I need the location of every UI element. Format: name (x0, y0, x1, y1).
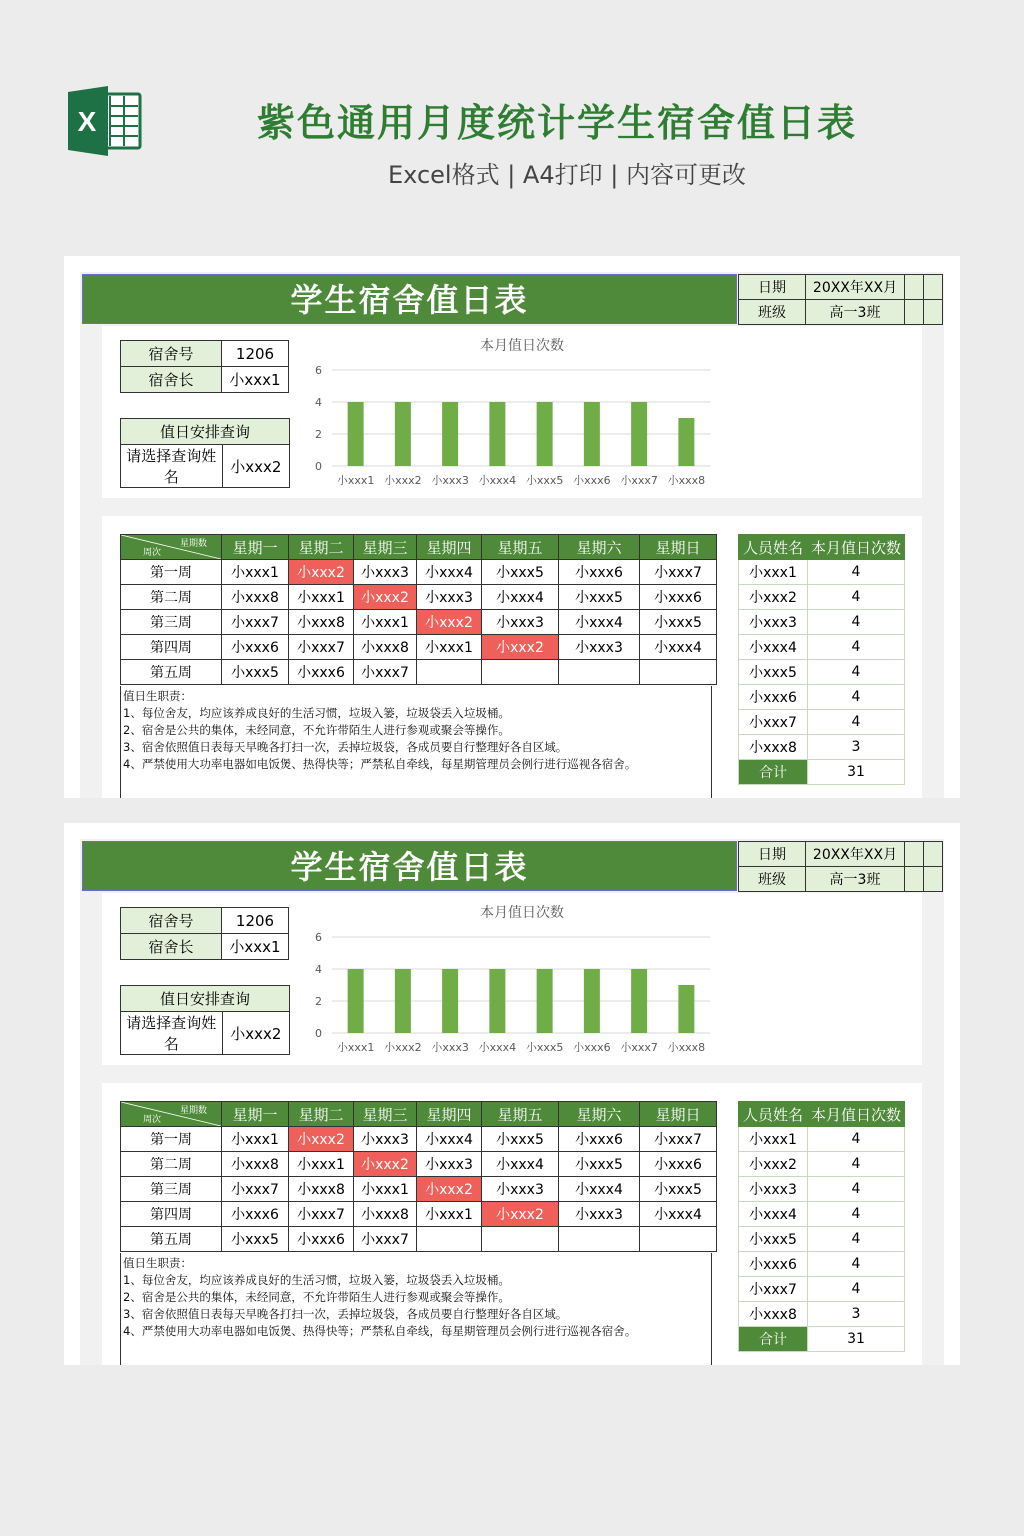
schedule-cell[interactable]: 小xxx6 (640, 585, 717, 610)
duty-count: 4 (808, 635, 905, 660)
duty-count: 3 (808, 1302, 905, 1327)
count-header-count: 本月值日次数 (808, 1102, 905, 1127)
week-row (121, 635, 717, 660)
week-label: 第四周 (121, 635, 222, 660)
schedule-cell[interactable]: 小xxx5 (559, 585, 640, 610)
sheet-title: 学生宿舍值日表 (82, 274, 737, 324)
bar (678, 418, 694, 466)
week-label: 第一周 (121, 560, 222, 585)
query-title: 值日安排查询 (121, 419, 290, 445)
day-header: 星期三 (354, 535, 417, 560)
y-tick-label: 6 (315, 931, 322, 944)
schedule-cell[interactable]: 小xxx5 (559, 1152, 640, 1177)
week-row (121, 1227, 717, 1252)
schedule-cell[interactable]: 小xxx7 (640, 560, 717, 585)
empty-cell[interactable] (905, 842, 924, 867)
day-header: 星期四 (417, 535, 482, 560)
count-header-name: 人员姓名 (739, 1102, 808, 1127)
info-table (738, 274, 943, 325)
bar (442, 969, 458, 1033)
schedule-cell[interactable]: 小xxx6 (289, 660, 354, 685)
schedule-cell[interactable]: 小xxx8 (289, 1177, 354, 1202)
schedule-cell[interactable]: 小xxx5 (482, 560, 559, 585)
duty-rules (120, 686, 712, 798)
schedule-cell[interactable]: 小xxx4 (417, 560, 482, 585)
y-tick-label: 2 (315, 995, 322, 1008)
total-label: 合计 (739, 1327, 808, 1352)
x-tick-label: 小xxx2 (384, 474, 422, 487)
schedule-cell[interactable]: 小xxx3 (354, 1127, 417, 1152)
date-label: 日期 (739, 842, 806, 867)
duty-count: 4 (808, 585, 905, 610)
duty-count: 4 (808, 1177, 905, 1202)
bar (537, 969, 553, 1033)
person-name: 小xxx6 (739, 1252, 808, 1277)
schedule-cell[interactable]: 小xxx8 (222, 1152, 289, 1177)
duty-rule-item: 1、每位舍友，均应该养成良好的生活习惯，垃圾入篓，垃圾袋丢入垃圾桶。 (123, 1273, 510, 1287)
sheet-card (64, 256, 960, 798)
person-name: 小xxx5 (739, 1227, 808, 1252)
schedule-cell[interactable]: 小xxx4 (559, 610, 640, 635)
sheet-area (80, 839, 944, 1365)
schedule-cell[interactable]: 小xxx8 (354, 1202, 417, 1227)
schedule-cell[interactable]: 小xxx6 (559, 1127, 640, 1152)
day-header: 星期一 (222, 535, 289, 560)
empty-cell[interactable] (905, 867, 924, 892)
schedule-cell[interactable]: 小xxx7 (354, 660, 417, 685)
x-tick-label: 小xxx4 (478, 1041, 517, 1054)
week-label: 第三周 (121, 610, 222, 635)
schedule-cell[interactable]: 小xxx3 (559, 635, 640, 660)
date-value[interactable]: 20XX年XX月 (806, 275, 905, 300)
day-header: 星期三 (354, 1102, 417, 1127)
bar (395, 402, 411, 466)
x-tick-label: 小xxx1 (336, 1041, 375, 1054)
schedule-cell[interactable]: 小xxx1 (354, 1177, 417, 1202)
duty-rule-item: 4、严禁使用大功率电器如电饭煲、热得快等；严禁私自牵线，每星期管理员会例行进行巡视各宿舍。 (123, 1324, 637, 1338)
query-label: 请选择查询姓名 (121, 1012, 223, 1055)
person-name: 小xxx4 (739, 1202, 808, 1227)
schedule-cell[interactable]: 小xxx7 (222, 610, 289, 635)
x-tick-label: 小xxx8 (667, 474, 706, 487)
schedule-cell[interactable]: 小xxx3 (354, 560, 417, 585)
schedule-cell[interactable]: 小xxx7 (354, 1227, 417, 1252)
x-tick-label: 小xxx6 (573, 474, 611, 487)
query-label: 请选择查询姓名 (121, 445, 223, 488)
total-value: 31 (808, 760, 905, 785)
leader-value[interactable]: 小xxx1 (222, 934, 289, 960)
duty-count: 4 (808, 1252, 905, 1277)
duty-count-chart (302, 893, 742, 1065)
schedule-cell[interactable]: 小xxx2 (289, 560, 354, 585)
schedule-cell[interactable] (559, 1227, 640, 1252)
count-row (739, 1277, 905, 1302)
bar (631, 402, 647, 466)
total-label: 合计 (739, 760, 808, 785)
query-select[interactable]: 小xxx2 (222, 445, 289, 488)
count-row (739, 1227, 905, 1252)
schedule-cell[interactable]: 小xxx8 (289, 610, 354, 635)
query-table (120, 418, 290, 488)
schedule-cell[interactable]: 小xxx1 (222, 1127, 289, 1152)
x-tick-label: 小xxx3 (431, 474, 469, 487)
person-name: 小xxx7 (739, 1277, 808, 1302)
schedule-cell[interactable]: 小xxx4 (640, 1202, 717, 1227)
empty-cell[interactable] (924, 867, 943, 892)
schedule-cell[interactable] (417, 1227, 482, 1252)
bar (631, 969, 647, 1033)
schedule-cell[interactable]: 小xxx3 (417, 1152, 482, 1177)
schedule-cell[interactable]: 小xxx7 (222, 1177, 289, 1202)
leader-value[interactable]: 小xxx1 (222, 367, 289, 393)
total-value: 31 (808, 1327, 905, 1352)
bar (489, 969, 505, 1033)
bar (537, 402, 553, 466)
y-tick-label: 0 (315, 460, 322, 473)
x-tick-label: 小xxx3 (431, 1041, 469, 1054)
person-name: 小xxx1 (739, 560, 808, 585)
person-name: 小xxx4 (739, 635, 808, 660)
week-label: 第三周 (121, 1177, 222, 1202)
query-table (120, 985, 290, 1055)
week-row (121, 1177, 717, 1202)
dorm-label: 宿舍号 (121, 908, 222, 934)
leader-label: 宿舍长 (121, 367, 222, 393)
day-header: 星期六 (559, 535, 640, 560)
x-tick-label: 小xxx1 (336, 474, 375, 487)
count-row (739, 710, 905, 735)
count-row (739, 610, 905, 635)
count-row (739, 735, 905, 760)
person-name: 小xxx2 (739, 1152, 808, 1177)
x-tick-label: 小xxx7 (620, 474, 658, 487)
person-name: 小xxx5 (739, 660, 808, 685)
schedule-cell[interactable]: 小xxx6 (222, 1202, 289, 1227)
duty-rules-title: 值日生职责： (123, 689, 192, 703)
day-header: 星期日 (640, 535, 717, 560)
duty-rule-item: 2、宿舍是公共的集体，未经同意，不允许带陌生人进行参观或聚会等操作。 (123, 1290, 510, 1304)
class-value[interactable]: 高一3班 (806, 867, 905, 892)
count-row (739, 585, 905, 610)
duty-count: 4 (808, 660, 905, 685)
empty-cell[interactable] (924, 842, 943, 867)
x-tick-label: 小xxx2 (384, 1041, 422, 1054)
duty-count: 4 (808, 1127, 905, 1152)
summary-panel (102, 326, 922, 498)
duty-count: 3 (808, 735, 905, 760)
schedule-cell[interactable]: 小xxx1 (354, 610, 417, 635)
duty-rule-item: 2、宿舍是公共的集体，未经同意，不允许带陌生人进行参观或聚会等操作。 (123, 723, 510, 737)
schedule-cell[interactable]: 小xxx5 (640, 1177, 717, 1202)
info-table (738, 841, 943, 892)
empty-cell[interactable] (924, 300, 943, 325)
count-row (739, 1127, 905, 1152)
day-header: 星期日 (640, 1102, 717, 1127)
duty-rule-item: 3、宿舍依照值日表每天早晚各打扫一次，丢掉垃圾袋，各成员要自行整理好各自区域。 (123, 1307, 568, 1321)
duty-count-chart (302, 326, 742, 498)
duty-count: 4 (808, 1277, 905, 1302)
x-tick-label: 小xxx8 (667, 1041, 706, 1054)
leader-label: 宿舍长 (121, 934, 222, 960)
schedule-cell[interactable] (559, 660, 640, 685)
week-label: 第五周 (121, 1227, 222, 1252)
schedule-cell[interactable] (640, 1227, 717, 1252)
summary-panel (102, 893, 922, 1065)
schedule-cell[interactable] (640, 660, 717, 685)
week-row (121, 585, 717, 610)
y-tick-label: 6 (315, 364, 322, 377)
count-row (739, 560, 905, 585)
schedule-table (120, 534, 717, 685)
schedule-cell[interactable]: 小xxx6 (222, 635, 289, 660)
count-header-name: 人员姓名 (739, 535, 808, 560)
schedule-cell[interactable]: 小xxx7 (289, 635, 354, 660)
bar (489, 402, 505, 466)
schedule-cell[interactable]: 小xxx5 (222, 660, 289, 685)
person-name: 小xxx7 (739, 710, 808, 735)
count-header-count: 本月值日次数 (808, 535, 905, 560)
schedule-cell[interactable]: 小xxx1 (222, 560, 289, 585)
schedule-panel (102, 516, 922, 798)
class-label: 班级 (739, 300, 806, 325)
week-row (121, 660, 717, 685)
duty-rule-item: 3、宿舍依照值日表每天早晚各打扫一次，丢掉垃圾袋，各成员要自行整理好各自区域。 (123, 740, 568, 754)
diag-top-label: 星期数 (179, 1106, 207, 1116)
week-row (121, 1202, 717, 1227)
person-name: 小xxx8 (739, 1302, 808, 1327)
duty-rules-title: 值日生职责： (123, 1256, 192, 1270)
bar (584, 402, 600, 466)
class-value[interactable]: 高一3班 (806, 300, 905, 325)
page-subtitle: Excel格式 | A4打印 | 内容可更改 (388, 161, 746, 189)
count-row (739, 635, 905, 660)
count-row (739, 1302, 905, 1327)
count-row (739, 660, 905, 685)
x-tick-label: 小xxx5 (525, 474, 564, 487)
schedule-cell[interactable]: 小xxx8 (222, 585, 289, 610)
duty-count: 4 (808, 610, 905, 635)
x-tick-label: 小xxx7 (620, 1041, 658, 1054)
week-label: 第四周 (121, 1202, 222, 1227)
schedule-cell[interactable]: 小xxx7 (289, 1202, 354, 1227)
sheet-title: 学生宿舍值日表 (82, 841, 737, 891)
schedule-cell[interactable]: 小xxx8 (354, 635, 417, 660)
svg-text:X: X (77, 106, 97, 137)
count-table (738, 534, 905, 785)
bar (584, 969, 600, 1033)
schedule-cell[interactable]: 小xxx4 (417, 1127, 482, 1152)
schedule-cell[interactable]: 小xxx2 (417, 1177, 482, 1202)
day-header: 星期二 (289, 535, 354, 560)
sheet-area (80, 272, 944, 798)
schedule-cell[interactable]: 小xxx6 (640, 1152, 717, 1177)
query-title: 值日安排查询 (121, 986, 290, 1012)
schedule-cell[interactable]: 小xxx4 (482, 585, 559, 610)
schedule-cell[interactable]: 小xxx3 (417, 585, 482, 610)
person-name: 小xxx6 (739, 685, 808, 710)
person-name: 小xxx3 (739, 610, 808, 635)
x-tick-label: 小xxx4 (478, 474, 517, 487)
week-label: 第五周 (121, 660, 222, 685)
schedule-table (120, 1101, 717, 1252)
schedule-cell[interactable]: 小xxx2 (417, 610, 482, 635)
y-tick-label: 0 (315, 1027, 322, 1040)
person-name: 小xxx3 (739, 1177, 808, 1202)
date-value[interactable]: 20XX年XX月 (806, 842, 905, 867)
duty-rule-item: 4、严禁使用大功率电器如电饭煲、热得快等；严禁私自牵线，每星期管理员会例行进行巡视各宿舍。 (123, 757, 637, 771)
schedule-cell[interactable]: 小xxx5 (640, 610, 717, 635)
schedule-cell[interactable]: 小xxx7 (640, 1127, 717, 1152)
schedule-cell[interactable]: 小xxx2 (482, 1202, 559, 1227)
x-tick-label: 小xxx6 (573, 1041, 611, 1054)
person-name: 小xxx8 (739, 735, 808, 760)
duty-count: 4 (808, 710, 905, 735)
schedule-cell[interactable] (417, 660, 482, 685)
diag-top-label: 星期数 (179, 539, 207, 549)
query-select[interactable]: 小xxx2 (222, 1012, 289, 1055)
schedule-panel (102, 1083, 922, 1365)
schedule-cell[interactable]: 小xxx2 (354, 1152, 417, 1177)
schedule-cell[interactable]: 小xxx2 (482, 635, 559, 660)
x-tick-label: 小xxx5 (525, 1041, 564, 1054)
schedule-cell[interactable]: 小xxx4 (559, 1177, 640, 1202)
chart-title: 本月值日次数 (480, 338, 564, 354)
chart-title: 本月值日次数 (480, 905, 564, 921)
schedule-cell[interactable]: 小xxx1 (289, 585, 354, 610)
y-tick-label: 2 (315, 428, 322, 441)
week-label: 第二周 (121, 585, 222, 610)
count-row (739, 1152, 905, 1177)
count-table (738, 1101, 905, 1352)
y-tick-label: 4 (315, 396, 322, 409)
count-row (739, 1202, 905, 1227)
count-row (739, 685, 905, 710)
count-row (739, 1252, 905, 1277)
schedule-cell[interactable]: 小xxx3 (482, 610, 559, 635)
duty-count: 4 (808, 560, 905, 585)
person-name: 小xxx2 (739, 585, 808, 610)
diag-bottom-label: 周次 (143, 1115, 162, 1125)
week-row (121, 560, 717, 585)
bar (348, 402, 364, 466)
bar (442, 402, 458, 466)
schedule-cell[interactable] (482, 660, 559, 685)
class-label: 班级 (739, 867, 806, 892)
person-name: 小xxx1 (739, 1127, 808, 1152)
schedule-cell[interactable]: 小xxx2 (289, 1127, 354, 1152)
schedule-cell[interactable]: 小xxx1 (417, 635, 482, 660)
week-row (121, 1127, 717, 1152)
dorm-value[interactable]: 1206 (222, 908, 289, 934)
day-header: 星期四 (417, 1102, 482, 1127)
schedule-cell[interactable]: 小xxx6 (289, 1227, 354, 1252)
day-header: 星期六 (559, 1102, 640, 1127)
page-title: 紫色通用月度统计学生宿舍值日表 (256, 101, 857, 145)
dorm-label: 宿舍号 (121, 341, 222, 367)
duty-count: 4 (808, 1152, 905, 1177)
week-row (121, 1152, 717, 1177)
bar (348, 969, 364, 1033)
day-header: 星期二 (289, 1102, 354, 1127)
day-header: 星期一 (222, 1102, 289, 1127)
empty-cell[interactable] (924, 275, 943, 300)
sheet-card (64, 823, 960, 1365)
diag-bottom-label: 周次 (143, 548, 162, 558)
schedule-cell[interactable]: 小xxx1 (417, 1202, 482, 1227)
schedule-cell[interactable]: 小xxx2 (354, 585, 417, 610)
dorm-info-table (120, 907, 289, 960)
empty-cell[interactable] (905, 300, 924, 325)
duty-count: 4 (808, 1227, 905, 1252)
day-header: 星期五 (482, 1102, 559, 1127)
week-row (121, 610, 717, 635)
date-label: 日期 (739, 275, 806, 300)
dorm-info-table (120, 340, 289, 393)
schedule-cell[interactable]: 小xxx3 (482, 1177, 559, 1202)
schedule-cell[interactable]: 小xxx5 (482, 1127, 559, 1152)
duty-rules (120, 1253, 712, 1365)
week-label: 第二周 (121, 1152, 222, 1177)
bar (678, 985, 694, 1033)
schedule-cell[interactable]: 小xxx1 (289, 1152, 354, 1177)
week-label: 第一周 (121, 1127, 222, 1152)
empty-cell[interactable] (905, 275, 924, 300)
y-tick-label: 4 (315, 963, 322, 976)
schedule-cell[interactable]: 小xxx6 (559, 560, 640, 585)
schedule-cell[interactable]: 小xxx4 (482, 1152, 559, 1177)
schedule-cell[interactable]: 小xxx5 (222, 1227, 289, 1252)
schedule-cell[interactable]: 小xxx3 (559, 1202, 640, 1227)
bar (395, 969, 411, 1033)
schedule-cell[interactable]: 小xxx4 (640, 635, 717, 660)
schedule-cell[interactable] (482, 1227, 559, 1252)
duty-rule-item: 1、每位舍友，均应该养成良好的生活习惯，垃圾入篓，垃圾袋丢入垃圾桶。 (123, 706, 510, 720)
diagonal-header-cell (121, 535, 222, 560)
duty-count: 4 (808, 685, 905, 710)
count-row (739, 1177, 905, 1202)
duty-count: 4 (808, 1202, 905, 1227)
diagonal-header-cell (121, 1102, 222, 1127)
day-header: 星期五 (482, 535, 559, 560)
dorm-value[interactable]: 1206 (222, 341, 289, 367)
